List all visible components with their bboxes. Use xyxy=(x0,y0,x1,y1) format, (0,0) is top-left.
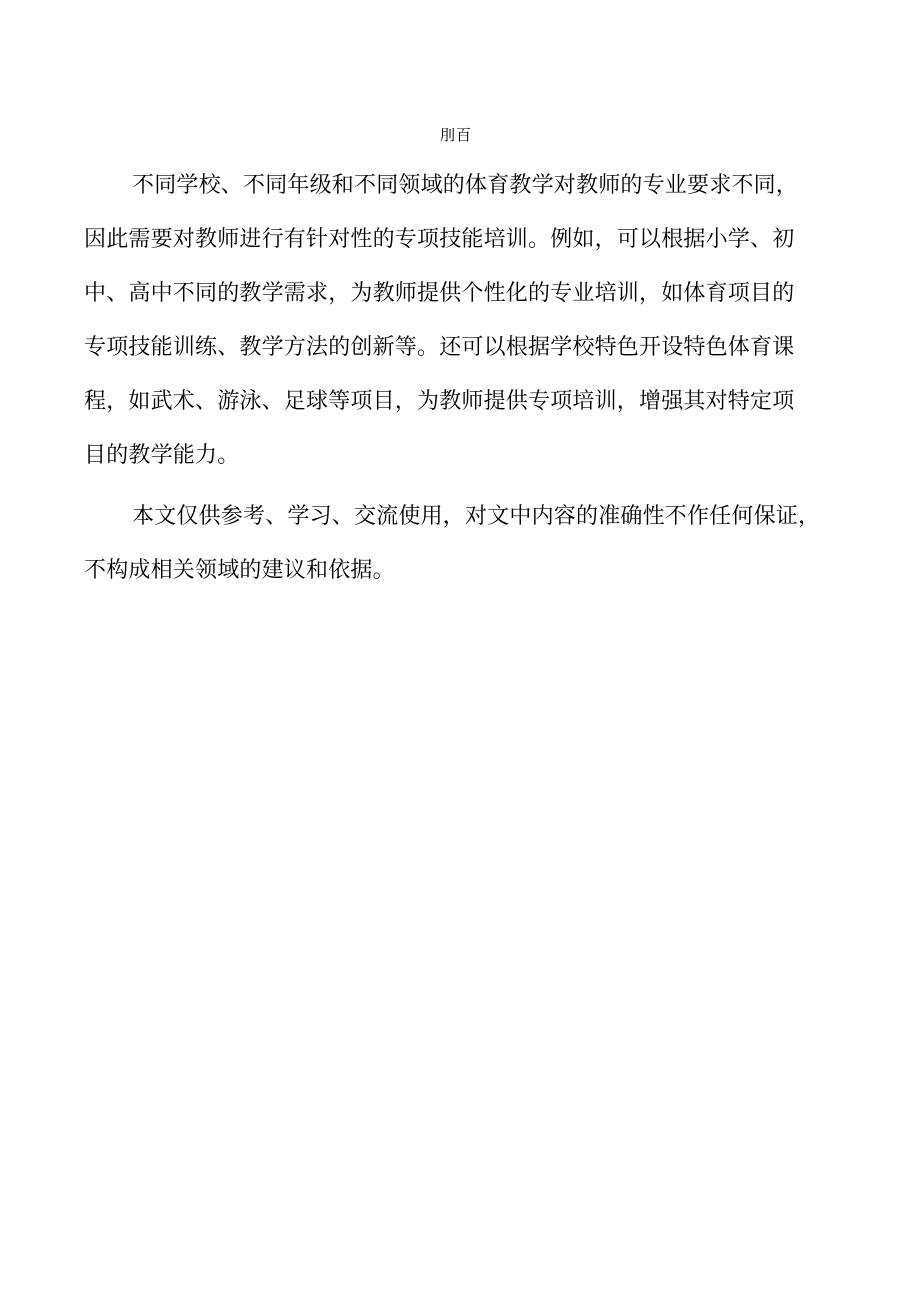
paragraph-disclaimer xyxy=(84,490,844,598)
paragraph-line: 不构成相关领域的建议和依据。 xyxy=(84,558,395,583)
paragraph-line: 不同学校、不同年级和不同领域的体育教学对教师的专业要求不同， xyxy=(132,173,799,198)
paragraph-intro xyxy=(84,159,844,483)
paragraph-line: 程，如武术、游泳、足球等项目，为教师提供专项培训，增强其对特定项 xyxy=(84,389,795,414)
paragraph-line: 专项技能训练、教学方法的创新等。还可以根据学校特色开设特色体育课 xyxy=(84,335,795,360)
paragraph-line: 因此需要对教师进行有针对性的专项技能培训。例如，可以根据小学、初 xyxy=(84,227,795,252)
page-heading: 刖百 xyxy=(439,126,472,144)
paragraph-line: 本文仅供参考、学习、交流使用，对文中内容的准确性不作任何保证， xyxy=(132,504,821,529)
paragraph-line: 目的教学能力。 xyxy=(84,443,240,468)
paragraph-line: 中、高中不同的教学需求，为教师提供个性化的专业培训，如体育项目的 xyxy=(84,281,795,306)
